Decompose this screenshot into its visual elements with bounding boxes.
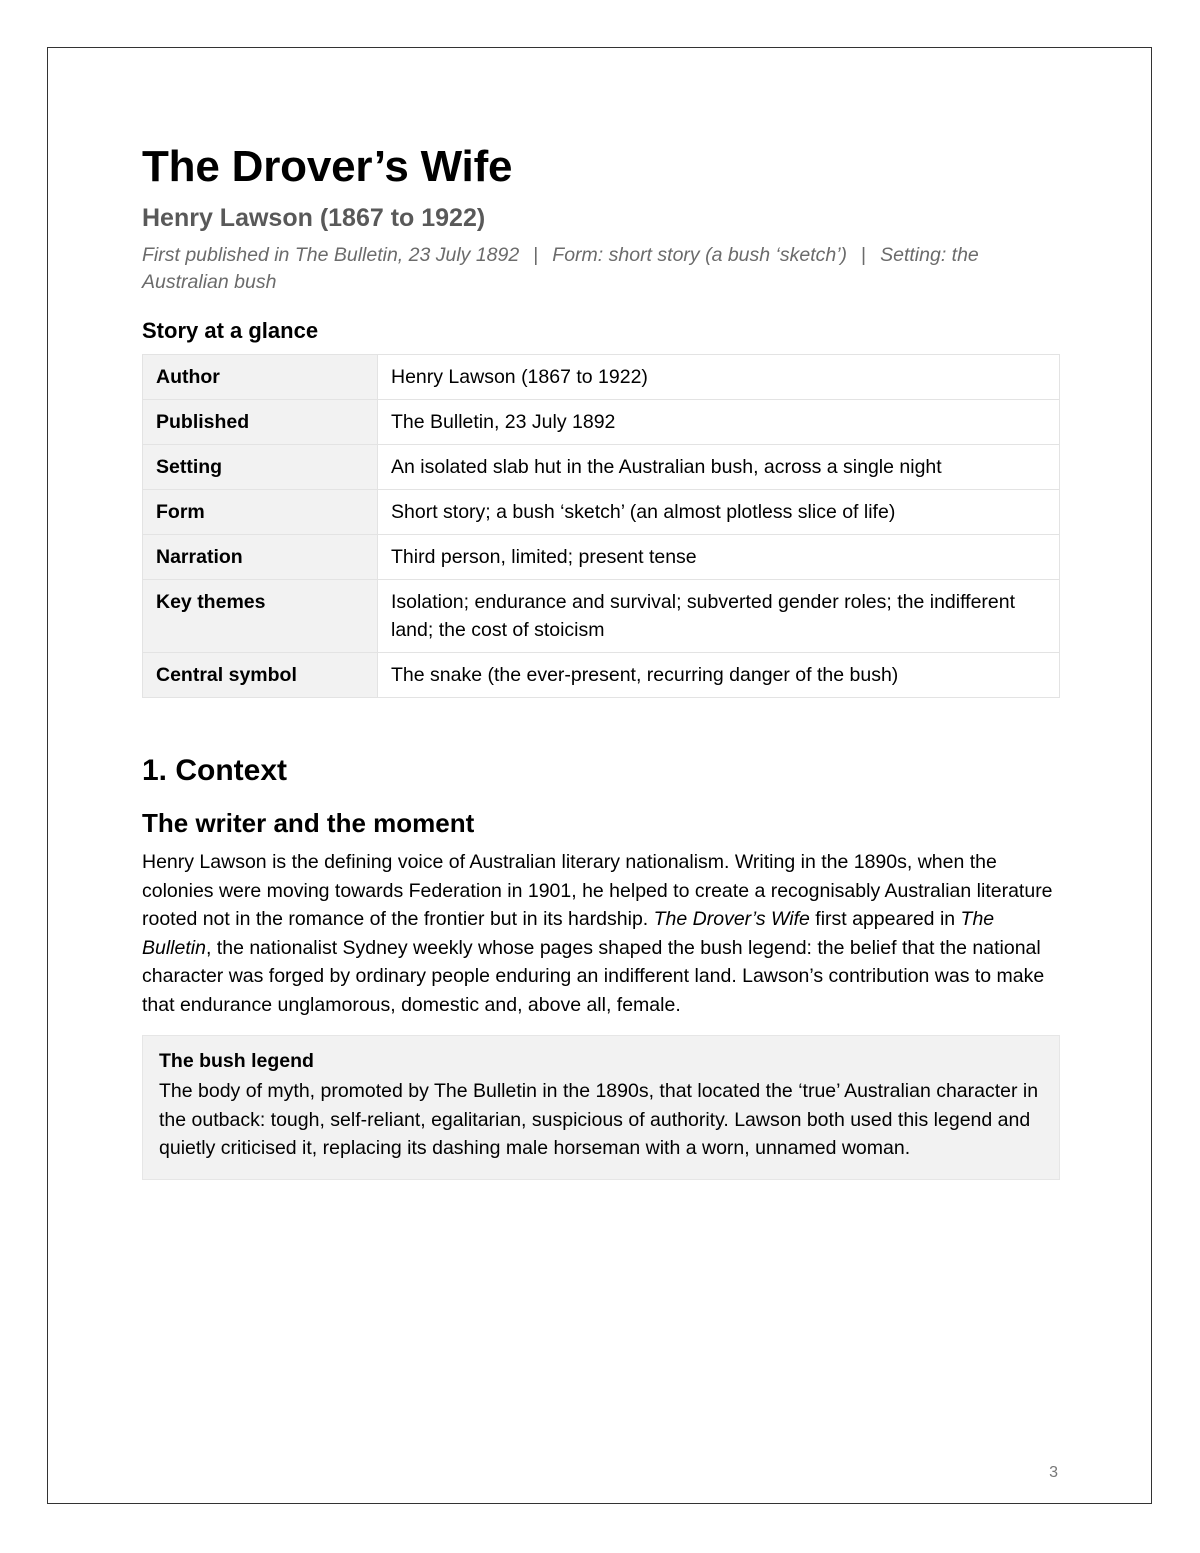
section-heading: 1. Context <box>142 754 288 787</box>
glance-heading: Story at a glance <box>142 318 319 343</box>
publication-meta <box>142 242 1060 296</box>
row-value: Third person, limited; present tense <box>378 535 1060 580</box>
definition-callout <box>142 1035 1060 1180</box>
row-value: An isolated slab hut in the Australian bush, across a single night <box>378 445 1060 490</box>
row-label: Author <box>143 355 378 400</box>
callout-title: The bush legend <box>159 1050 314 1072</box>
table-row <box>143 355 1060 400</box>
table-row <box>143 400 1060 445</box>
paragraph-text: Henry Lawson is the defining voice of Australian literary nationalism. Writing in the 1890s, when the colonies were moving towards Federation in 1901, he helped to create a recognisably Australian literature rooted not in the romance of the frontier but in its hardship. <box>142 851 1053 930</box>
table-row <box>143 445 1060 490</box>
callout-text: The body of myth, promoted by The Bulletin in the 1890s, that located the ‘true’ Australian character in the outback: tough, self-reliant, egalitarian, suspicious of authority. Lawson both used this legend and quietly criticised it, replacing its dashing male horseman with a worn, unnamed woman. <box>159 1080 1039 1159</box>
paragraph-text: , the nationalist Sydney weekly whose pages shaped the bush legend: the belief that the national character was forged by ordinary people enduring an indifferent land. Lawson’s contribution was to make that endurance unglamorous, domestic and, above all, female. <box>142 936 1045 1016</box>
row-label: Narration <box>143 535 378 580</box>
context-paragraph <box>142 848 1060 1019</box>
section-subheading: The writer and the moment <box>142 808 475 838</box>
story-title-italic: The Drover’s Wife <box>653 908 810 930</box>
meta-setting: Setting: the Australian bush <box>142 244 979 293</box>
table-row <box>143 580 1060 653</box>
row-label: Published <box>143 400 378 445</box>
glance-table <box>142 354 1060 698</box>
row-value: The Bulletin, 23 July 1892 <box>378 400 1060 445</box>
row-label: Form <box>143 490 378 535</box>
document-title: The Drover’s Wife <box>142 142 513 191</box>
row-value: Isolation; endurance and survival; subverted gender roles; the indifferent land; the cost of stoicism <box>378 580 1060 653</box>
row-label: Setting <box>143 445 378 490</box>
meta-form: Form: short story (a bush ‘sketch’) <box>552 244 848 266</box>
row-label: Central symbol <box>143 653 378 698</box>
row-label: Key themes <box>143 580 378 653</box>
table-row <box>143 490 1060 535</box>
row-value: Henry Lawson (1867 to 1922) <box>378 355 1060 400</box>
document-content <box>142 140 1060 1180</box>
publication-italic: The Bulletin <box>142 908 995 959</box>
author-subtitle: Henry Lawson (1867 to 1922) <box>142 204 486 232</box>
meta-published: First published in The Bulletin, 23 July 1892 <box>142 244 520 266</box>
row-value: Short story; a bush ‘sketch’ (an almost plotless slice of life) <box>378 490 1060 535</box>
table-row <box>143 535 1060 580</box>
paragraph-text: first appeared in <box>809 908 961 930</box>
page-number: 3 <box>1049 1464 1058 1481</box>
row-value: The snake (the ever-present, recurring danger of the bush) <box>378 653 1060 698</box>
meta-separator: | <box>861 244 867 266</box>
meta-separator: | <box>533 244 539 266</box>
table-row <box>143 653 1060 698</box>
